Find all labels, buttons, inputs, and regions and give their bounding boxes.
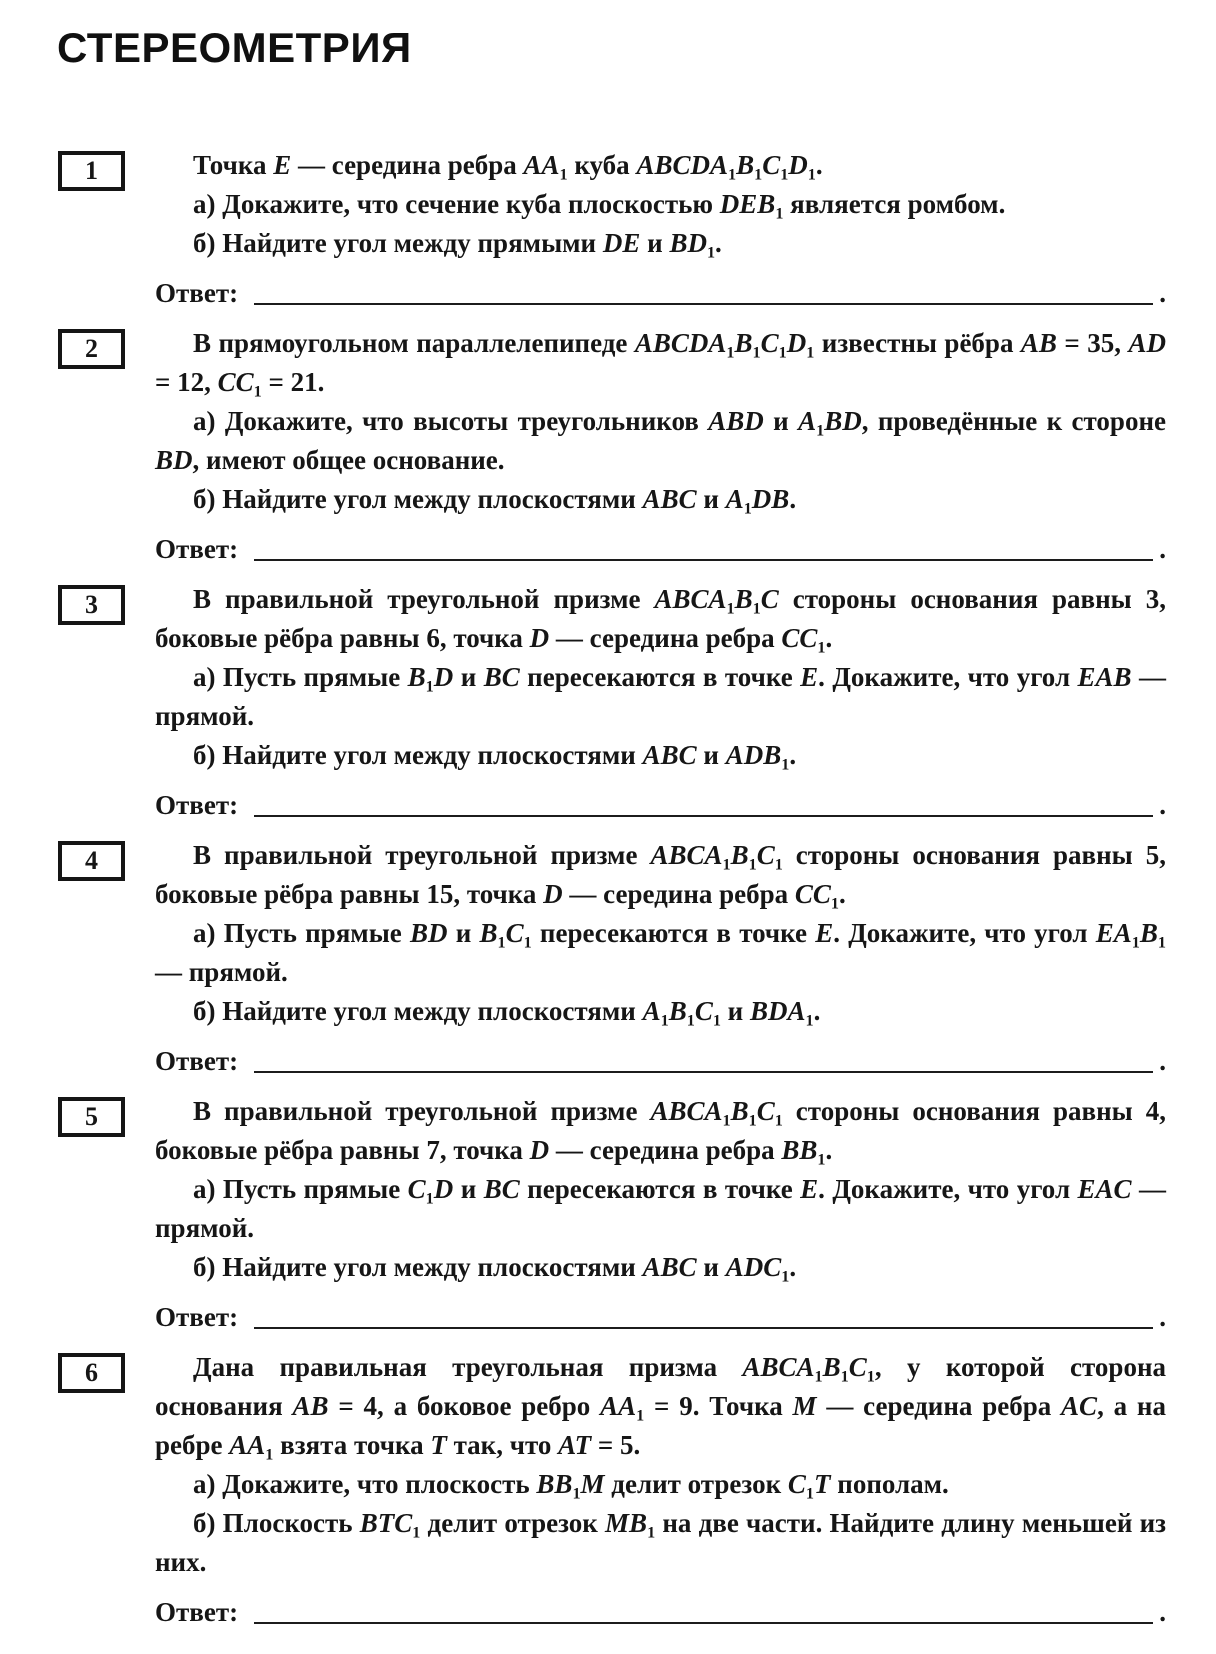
math-expression: $BD_1$ xyxy=(669,228,716,262)
math-expression: $ABCDA_1B_1C_1D_1$ xyxy=(634,328,815,362)
math-expression: BC xyxy=(483,662,520,692)
math-expression: AB xyxy=(292,1391,329,1421)
math-expression: AD xyxy=(1128,328,1167,358)
subscript-1: 1 xyxy=(781,1267,790,1286)
math-expression: M xyxy=(792,1391,817,1421)
math-expression: $CC_1$ xyxy=(794,879,840,913)
math-expression: $BB_1$ xyxy=(781,1135,826,1169)
math-expression: E xyxy=(800,1174,819,1204)
math-expression: $BDA_1$ xyxy=(749,996,814,1030)
subscript-1: 1 xyxy=(774,1111,783,1130)
subscript-1: 1 xyxy=(840,1367,849,1386)
math-expression: D xyxy=(529,623,550,653)
subscript-1: 1 xyxy=(748,1111,757,1130)
subscript-1: 1 xyxy=(866,1367,875,1386)
problem-statement: В правильной треугольной призме $ABCA_1B_1C$ стороны основания равны 3, боковые рёбра равны 6, точка D — середина ребра $CC_1$. xyxy=(155,584,1167,657)
math-expression: $C_1D$ xyxy=(407,1174,454,1208)
answer-period: . xyxy=(1159,1597,1166,1627)
math-expression: ABC xyxy=(642,740,697,770)
subscript-1: 1 xyxy=(636,1406,645,1425)
math-expression: $AA_1$ xyxy=(600,1391,645,1425)
problem-4 xyxy=(85,836,1167,1077)
subscript-1: 1 xyxy=(660,1011,669,1030)
problem-part-b: б) Найдите угол между прямыми DE и $BD_1$. xyxy=(193,228,722,262)
subscript-1: 1 xyxy=(814,1367,823,1386)
answer-row xyxy=(155,785,1166,821)
problem-statement: Дана правильная треугольная призма $ABCA_1B_1C_1$, у которой сторона основания AB = 4, а боковое ребро $AA_1 = 9$. Точка M — середина ребра AC, а на ребре $AA_1$ взята точка T так, что AT = 5. xyxy=(155,1352,1166,1464)
math-expression: $EA_1B_1$ xyxy=(1095,918,1166,952)
subscript-1: 1 xyxy=(425,1189,434,1208)
answer-period: . xyxy=(1159,278,1166,308)
answer-blank-line xyxy=(254,1063,1153,1073)
answer-period: . xyxy=(1159,1302,1166,1332)
subscript-1: 1 xyxy=(780,165,789,184)
subscript-1: 1 xyxy=(817,1150,826,1169)
math-expression: ABC xyxy=(642,484,697,514)
problem-5 xyxy=(85,1092,1167,1333)
math-expression: $AA_1$ xyxy=(523,150,568,184)
math-expression: $ABCA_1B_1C_1$ xyxy=(650,1096,783,1130)
math-expression: $ABCA_1B_1C_1$ xyxy=(650,840,783,874)
math-expression: T xyxy=(430,1430,447,1460)
problem-number-box xyxy=(58,585,125,625)
math-expression: $ABCA_1B_1C$ xyxy=(654,584,779,618)
problem-number-box xyxy=(58,329,125,369)
problem-2 xyxy=(85,324,1167,565)
problem-part-b: б) Найдите угол между плоскостями ABC и $ADC_1$. xyxy=(193,1252,797,1286)
subscript-1: 1 xyxy=(1157,933,1166,952)
math-expression: $B_1C_1$ xyxy=(479,918,532,952)
math-expression: $BTC_1$ xyxy=(359,1508,421,1542)
subscript-1: 1 xyxy=(722,1111,731,1130)
problem-statement: В правильной треугольной призме $ABCA_1B_1C_1$ стороны основания равны 4, боковые рёбра равны 7, точка D — середина ребра $BB_1$. xyxy=(155,1096,1167,1169)
math-expression: $ADC_1$ xyxy=(725,1252,790,1286)
math-expression: $B_1D$ xyxy=(407,662,454,696)
answer-row xyxy=(155,273,1166,309)
math-expression: $A_1DB$ xyxy=(725,484,790,518)
problem-part-a: а) Докажите, что плоскость $BB_1M$ делит отрезок $C_1T$ пополам. xyxy=(193,1469,949,1503)
problem-number: 3 xyxy=(85,590,98,619)
math-expression: $ABCDA_1B_1C_1D_1$ xyxy=(636,150,816,184)
answer-blank-line xyxy=(254,551,1153,561)
math-expression: $CC_1$ xyxy=(781,623,826,657)
answer-blank-line xyxy=(254,1319,1153,1329)
subscript-1: 1 xyxy=(712,1011,721,1030)
subscript-1: 1 xyxy=(817,638,826,657)
math-expression: ABC xyxy=(642,1252,697,1282)
math-expression: E xyxy=(815,918,834,948)
subscript-1: 1 xyxy=(572,1484,581,1503)
problem-number: 6 xyxy=(85,1358,98,1387)
subscript-1: 1 xyxy=(726,599,735,618)
subscript-1: 1 xyxy=(706,243,716,262)
subscript-1: 1 xyxy=(774,855,783,874)
problem-statement: В правильной треугольной призме $ABCA_1B_1C_1$ стороны основания равны 5, боковые рёбра равны 15, точка D — середина ребра $CC_1$. xyxy=(155,840,1167,913)
subscript-1: 1 xyxy=(743,499,752,518)
subscript-1: 1 xyxy=(1131,933,1140,952)
problem-6 xyxy=(85,1348,1166,1628)
math-expression: EAB xyxy=(1077,662,1132,692)
subscript-1: 1 xyxy=(727,165,737,184)
subscript-1: 1 xyxy=(253,382,262,401)
subscript-1: 1 xyxy=(752,599,761,618)
subscript-1: 1 xyxy=(425,677,434,696)
math-expression: $DEB_1$ xyxy=(719,189,784,223)
math-expression: EAC xyxy=(1077,1174,1132,1204)
subscript-1: 1 xyxy=(265,1445,274,1464)
subscript-1: 1 xyxy=(830,894,840,913)
math-expression: D xyxy=(529,1135,550,1165)
answer-label: Ответ: xyxy=(155,790,239,820)
problem-part-b: б) Найдите угол между плоскостями $A_1B_1C_1$ и $BDA_1$. xyxy=(193,996,821,1030)
subscript-1: 1 xyxy=(754,165,763,184)
problem-3 xyxy=(85,580,1167,821)
math-expression: $ADB_1$ xyxy=(725,740,790,774)
answer-label: Ответ: xyxy=(155,278,239,308)
subscript-1: 1 xyxy=(722,855,731,874)
subscript-1: 1 xyxy=(775,204,784,223)
answer-period: . xyxy=(1159,534,1166,564)
subscript-1: 1 xyxy=(497,933,506,952)
problem-part-b: б) Найдите угол между плоскостями ABC и $A_1DB$. xyxy=(193,484,797,518)
math-expression: $BB_1M$ xyxy=(536,1469,605,1503)
answer-row xyxy=(155,1592,1166,1628)
problem-1 xyxy=(85,146,1166,309)
answer-period: . xyxy=(1159,790,1166,820)
problem-part-a: а) Пусть прямые $C_1D$ и BC пересекаются в точке E. Докажите, что угол EAC — прямой. xyxy=(155,1174,1166,1243)
problem-number: 4 xyxy=(85,846,98,875)
answer-label: Ответ: xyxy=(155,534,239,564)
problem-number: 5 xyxy=(85,1102,98,1131)
answer-row xyxy=(155,1297,1166,1333)
math-expression: AT xyxy=(558,1430,592,1460)
answer-period: . xyxy=(1159,1046,1166,1076)
math-expression: BC xyxy=(483,1174,520,1204)
subscript-1: 1 xyxy=(805,1011,814,1030)
problem-part-a: а) Пусть прямые $B_1D$ и BC пересекаются в точке E. Докажите, что угол EAB — прямой. xyxy=(155,662,1166,731)
problem-part-a: а) Пусть прямые BD и $B_1C_1$ пересекаются в точке E. Докажите, что угол $EA_1B_1$ — прямой. xyxy=(155,918,1166,987)
problems-list xyxy=(85,146,1167,1628)
math-expression: $CC_1$ xyxy=(217,367,262,401)
math-expression: ABD xyxy=(708,406,764,436)
answer-blank-line xyxy=(254,295,1153,305)
subscript-1: 1 xyxy=(523,933,532,952)
subscript-1: 1 xyxy=(559,165,568,184)
subscript-1: 1 xyxy=(412,1523,421,1542)
answer-blank-line xyxy=(254,1614,1153,1624)
math-expression: $A_1B_1C_1$ xyxy=(642,996,721,1030)
answer-row xyxy=(155,529,1166,565)
math-expression: D xyxy=(543,879,563,909)
subscript-1: 1 xyxy=(752,343,761,362)
subscript-1: 1 xyxy=(748,855,757,874)
subscript-1: 1 xyxy=(807,165,816,184)
math-expression: BD xyxy=(155,445,193,475)
math-expression: BD xyxy=(409,918,448,948)
subscript-1: 1 xyxy=(781,755,790,774)
subscript-1: 1 xyxy=(647,1523,656,1542)
problem-part-b: б) Найдите угол между плоскостями ABC и $ADB_1$. xyxy=(193,740,797,774)
subscript-1: 1 xyxy=(726,343,735,362)
subscript-1: 1 xyxy=(778,343,787,362)
math-expression: AC xyxy=(1061,1391,1098,1421)
answer-label: Ответ: xyxy=(155,1046,239,1076)
problem-part-a: а) Докажите, что высоты треугольников ABD и $A_1BD$, проведённые к стороне BD, имеют общее основание. xyxy=(155,406,1166,475)
math-expression: $A_1BD$ xyxy=(798,406,862,440)
subscript-1: 1 xyxy=(806,343,815,362)
subscript-1: 1 xyxy=(805,1484,815,1503)
problem-number: 2 xyxy=(85,334,98,363)
math-expression: E xyxy=(273,150,292,180)
math-expression: $C_1T$ xyxy=(787,1469,831,1503)
problem-number-box xyxy=(58,1353,125,1393)
math-expression: $ABCA_1B_1C_1$ xyxy=(742,1352,875,1386)
math-expression: $MB_1$ xyxy=(605,1508,656,1542)
answer-label: Ответ: xyxy=(155,1302,239,1332)
problem-statement: Точка E — середина ребра $AA_1$ куба $ABCDA_1B_1C_1D_1$. xyxy=(193,150,823,184)
answer-blank-line xyxy=(254,807,1153,817)
problem-number: 1 xyxy=(85,156,98,185)
subscript-1: 1 xyxy=(816,421,825,440)
math-expression: DE xyxy=(602,228,641,258)
problem-number-box xyxy=(58,1097,125,1137)
subscript-1: 1 xyxy=(686,1011,695,1030)
math-expression: AB xyxy=(1020,328,1057,358)
problem-part-b: б) Плоскость $BTC_1$ делит отрезок $MB_1$ на две части. Найдите длину меньшей из них. xyxy=(155,1508,1166,1577)
answer-row xyxy=(155,1041,1166,1077)
math-expression: $AA_1$ xyxy=(229,1430,274,1464)
page-title: СТЕРЕОМЕТРИЯ xyxy=(57,24,412,71)
answer-label: Ответ: xyxy=(155,1597,239,1627)
problem-number-box xyxy=(58,151,125,191)
math-expression: E xyxy=(800,662,819,692)
problem-number-box xyxy=(58,841,125,881)
problem-statement: В прямоугольном параллелепипеде $ABCDA_1B_1C_1D_1$ известны рёбра AB = 35, AD = 12, $CC_1 = 21$. xyxy=(155,328,1167,401)
problem-part-a: а) Докажите, что сечение куба плоскостью $DEB_1$ является ромбом. xyxy=(193,189,1006,223)
